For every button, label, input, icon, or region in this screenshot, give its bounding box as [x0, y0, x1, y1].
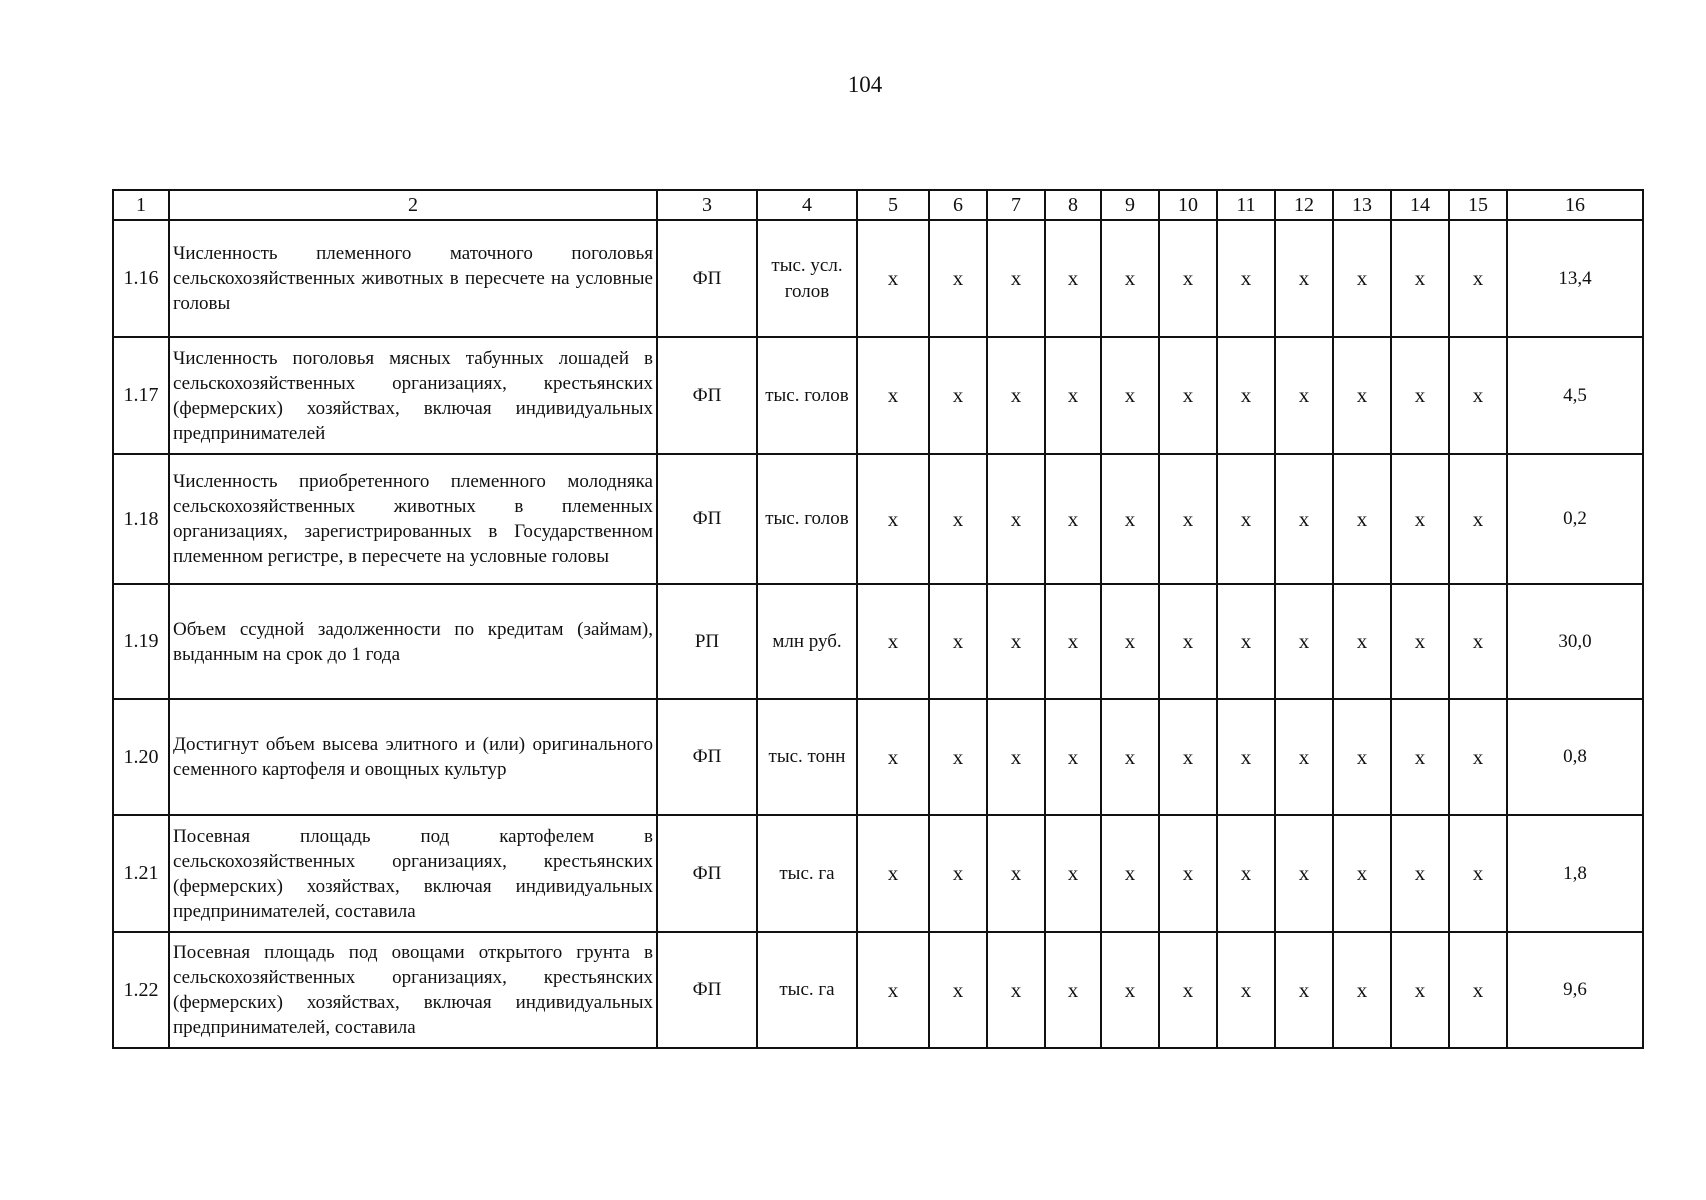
- x-mark: х: [1275, 337, 1333, 454]
- target-value: 4,5: [1507, 337, 1643, 454]
- x-mark: х: [1101, 584, 1159, 699]
- indicator-type: ФП: [657, 220, 757, 337]
- x-mark: х: [987, 699, 1045, 815]
- x-mark: х: [1159, 932, 1217, 1048]
- indicator-name: [169, 815, 657, 932]
- x-mark: х: [1217, 932, 1275, 1048]
- x-mark: х: [857, 220, 929, 337]
- x-mark: х: [987, 454, 1045, 584]
- target-value: 13,4: [1507, 220, 1643, 337]
- x-mark: х: [1217, 337, 1275, 454]
- indicator-type: ФП: [657, 815, 757, 932]
- table-row: [113, 815, 1643, 932]
- x-mark: х: [1275, 220, 1333, 337]
- indicator-name-text: Численность приобретенного племенного молодняка сельскохозяйственных животных в племенных организациях, зарегистрированных в Государственном племенном регистре, в пересчете на условные головы: [173, 471, 653, 567]
- indicator-type: ФП: [657, 337, 757, 454]
- x-mark: х: [857, 454, 929, 584]
- column-header: 6: [929, 190, 987, 220]
- x-mark: х: [987, 337, 1045, 454]
- indicator-name-text: Объем ссудной задолженности по кредитам (займам), выданным на срок до 1 года: [173, 618, 653, 665]
- column-header: 12: [1275, 190, 1333, 220]
- x-mark: х: [929, 815, 987, 932]
- unit-of-measure: тыс. голов: [757, 454, 857, 584]
- x-mark: х: [1159, 815, 1217, 932]
- x-mark: х: [1159, 454, 1217, 584]
- indicator-name: [169, 454, 657, 584]
- x-mark: х: [1449, 584, 1507, 699]
- x-mark: х: [1333, 337, 1391, 454]
- x-mark: х: [987, 932, 1045, 1048]
- column-header: 2: [169, 190, 657, 220]
- x-mark: х: [929, 454, 987, 584]
- column-header: 14: [1391, 190, 1449, 220]
- column-header: 15: [1449, 190, 1507, 220]
- indicator-name-text: Численность поголовья мясных табунных лошадей в сельскохозяйственных организациях, крестьянских (фермерских) хозяйствах, включая индивидуальных предпринимателей: [173, 347, 653, 444]
- table-header-row: [113, 190, 1643, 220]
- indicator-type: РП: [657, 584, 757, 699]
- x-mark: х: [1391, 454, 1449, 584]
- table-row: [113, 454, 1643, 584]
- target-value: 0,8: [1507, 699, 1643, 815]
- column-header: 16: [1507, 190, 1643, 220]
- column-header: 5: [857, 190, 929, 220]
- x-mark: х: [1391, 220, 1449, 337]
- indicators-table: [112, 189, 1644, 1049]
- unit-of-measure: тыс. тонн: [757, 699, 857, 815]
- x-mark: х: [1275, 584, 1333, 699]
- column-header: 13: [1333, 190, 1391, 220]
- x-mark: х: [929, 699, 987, 815]
- x-mark: х: [1159, 337, 1217, 454]
- table-body: [113, 220, 1643, 1048]
- unit-of-measure: тыс. га: [757, 932, 857, 1048]
- x-mark: х: [1101, 932, 1159, 1048]
- x-mark: х: [929, 220, 987, 337]
- column-header: 3: [657, 190, 757, 220]
- x-mark: х: [1391, 932, 1449, 1048]
- x-mark: х: [1333, 454, 1391, 584]
- unit-of-measure: млн руб.: [757, 584, 857, 699]
- x-mark: х: [1101, 699, 1159, 815]
- x-mark: х: [929, 584, 987, 699]
- row-number: 1.22: [113, 932, 169, 1048]
- target-value: 1,8: [1507, 815, 1643, 932]
- column-header: 9: [1101, 190, 1159, 220]
- column-header: 4: [757, 190, 857, 220]
- x-mark: х: [1449, 699, 1507, 815]
- x-mark: х: [1449, 337, 1507, 454]
- row-number: 1.16: [113, 220, 169, 337]
- page-number: 104: [847, 72, 883, 97]
- x-mark: х: [1217, 815, 1275, 932]
- target-value: 0,2: [1507, 454, 1643, 584]
- x-mark: х: [929, 932, 987, 1048]
- x-mark: х: [1391, 815, 1449, 932]
- x-mark: х: [929, 337, 987, 454]
- table-row: [113, 220, 1643, 337]
- x-mark: х: [1449, 220, 1507, 337]
- column-header: 7: [987, 190, 1045, 220]
- x-mark: х: [857, 337, 929, 454]
- x-mark: х: [1101, 815, 1159, 932]
- x-mark: х: [1217, 220, 1275, 337]
- indicator-name: [169, 337, 657, 454]
- unit-of-measure: тыс. голов: [757, 337, 857, 454]
- table-row: [113, 584, 1643, 699]
- x-mark: х: [1333, 584, 1391, 699]
- indicator-name-text: Достигнут объем высева элитного и (или) оригинального семенного картофеля и овощных культур: [173, 734, 653, 780]
- unit-of-measure: тыс. га: [757, 815, 857, 932]
- row-number: 1.21: [113, 815, 169, 932]
- x-mark: х: [1333, 815, 1391, 932]
- x-mark: х: [1333, 932, 1391, 1048]
- indicator-name: [169, 220, 657, 337]
- row-number: 1.20: [113, 699, 169, 815]
- indicator-type: ФП: [657, 699, 757, 815]
- indicator-type: ФП: [657, 454, 757, 584]
- x-mark: х: [1045, 454, 1101, 584]
- column-header: 10: [1159, 190, 1217, 220]
- x-mark: х: [1045, 337, 1101, 454]
- x-mark: х: [1275, 454, 1333, 584]
- x-mark: х: [987, 220, 1045, 337]
- x-mark: х: [1045, 932, 1101, 1048]
- x-mark: х: [1449, 815, 1507, 932]
- row-number: 1.19: [113, 584, 169, 699]
- column-header: 1: [113, 190, 169, 220]
- table-row: [113, 337, 1643, 454]
- indicator-name: [169, 932, 657, 1048]
- unit-of-measure: тыс. усл. голов: [757, 220, 857, 337]
- x-mark: х: [1101, 337, 1159, 454]
- x-mark: х: [1045, 220, 1101, 337]
- indicator-name-text: Численность племенного маточного поголовья сельскохозяйственных животных в пересчете на условные головы: [173, 243, 653, 314]
- x-mark: х: [1449, 932, 1507, 1048]
- x-mark: х: [1333, 220, 1391, 337]
- x-mark: х: [1159, 220, 1217, 337]
- x-mark: х: [1275, 815, 1333, 932]
- x-mark: х: [1449, 454, 1507, 584]
- table-row: [113, 932, 1643, 1048]
- x-mark: х: [1159, 699, 1217, 815]
- row-number: 1.18: [113, 454, 169, 584]
- x-mark: х: [1101, 220, 1159, 337]
- x-mark: х: [1101, 454, 1159, 584]
- x-mark: х: [1275, 699, 1333, 815]
- column-header: 11: [1217, 190, 1275, 220]
- indicator-name-text: Посевная площадь под картофелем в сельскохозяйственных организациях, крестьянских (фермерских) хозяйствах, включая индивидуальных предпринимателей, составила: [173, 825, 653, 922]
- x-mark: х: [1045, 699, 1101, 815]
- x-mark: х: [1217, 454, 1275, 584]
- target-value: 9,6: [1507, 932, 1643, 1048]
- x-mark: х: [857, 932, 929, 1048]
- x-mark: х: [857, 584, 929, 699]
- x-mark: х: [1391, 584, 1449, 699]
- x-mark: х: [1391, 337, 1449, 454]
- x-mark: х: [987, 815, 1045, 932]
- column-header: 8: [1045, 190, 1101, 220]
- table-row: [113, 699, 1643, 815]
- x-mark: х: [1045, 815, 1101, 932]
- indicator-name: [169, 584, 657, 699]
- x-mark: х: [987, 584, 1045, 699]
- x-mark: х: [1217, 699, 1275, 815]
- indicator-type: ФП: [657, 932, 757, 1048]
- indicator-name-text: Посевная площадь под овощами открытого грунта в сельскохозяйственных организациях, крестьянских (фермерских) хозяйствах, включая индивидуальных предпринимателей, составила: [173, 942, 653, 1038]
- x-mark: х: [1159, 584, 1217, 699]
- x-mark: х: [1045, 584, 1101, 699]
- x-mark: х: [857, 699, 929, 815]
- x-mark: х: [1275, 932, 1333, 1048]
- x-mark: х: [1333, 699, 1391, 815]
- indicator-name: [169, 699, 657, 815]
- x-mark: х: [1391, 699, 1449, 815]
- x-mark: х: [1217, 584, 1275, 699]
- target-value: 30,0: [1507, 584, 1643, 699]
- x-mark: х: [857, 815, 929, 932]
- row-number: 1.17: [113, 337, 169, 454]
